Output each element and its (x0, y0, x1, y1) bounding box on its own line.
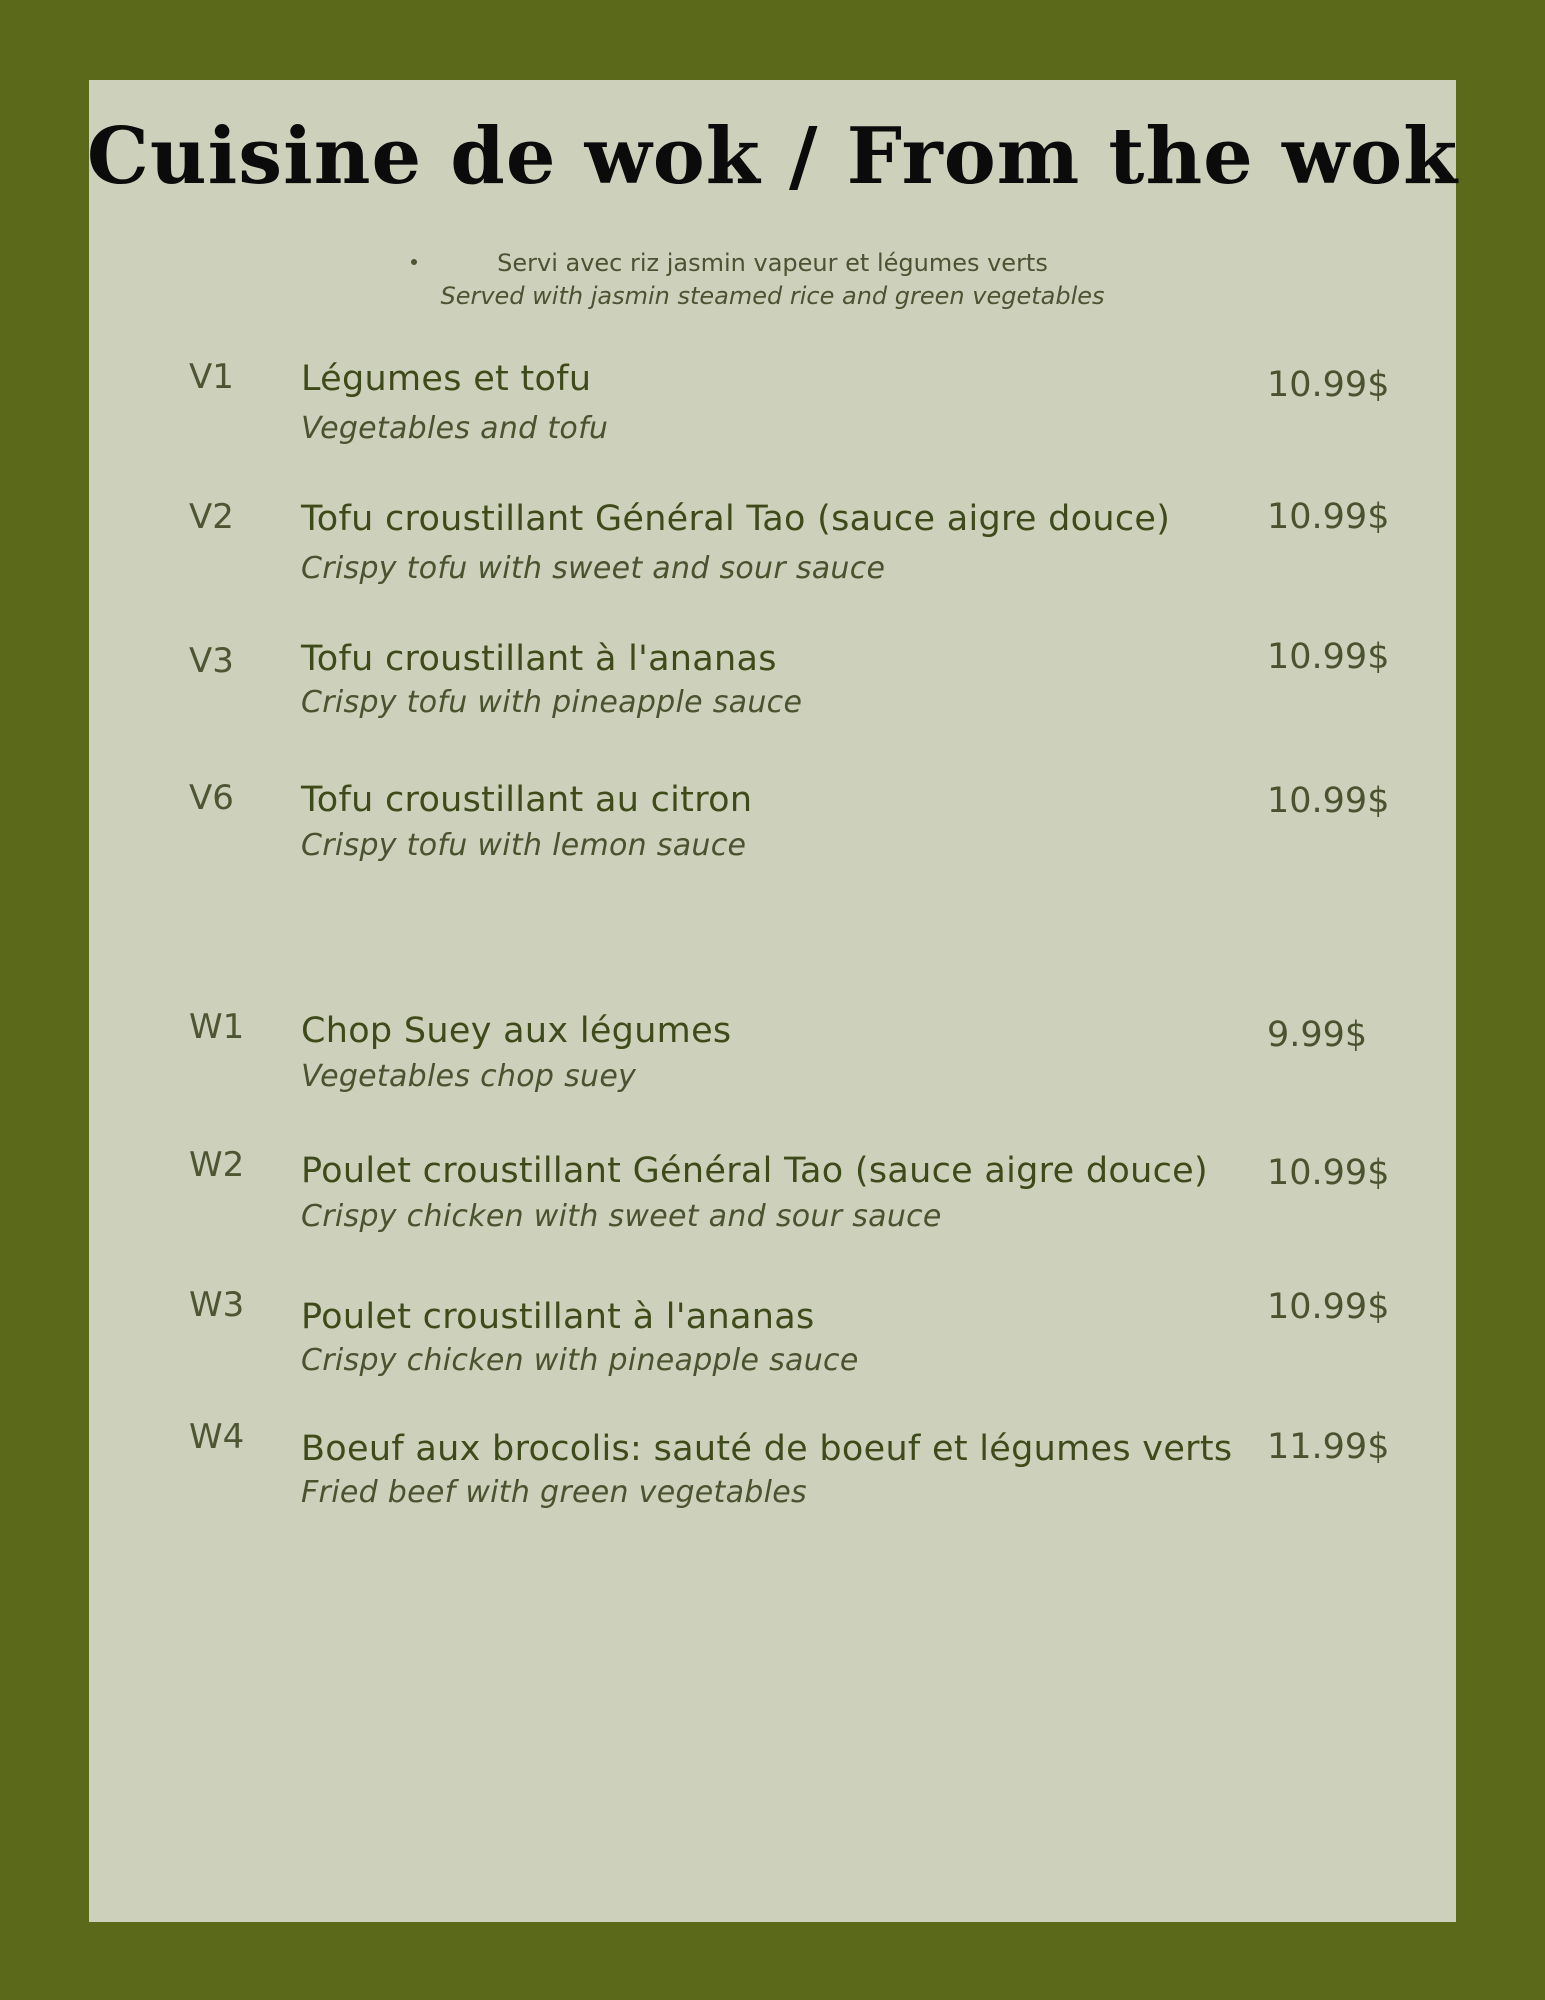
item-price: 10.99$ (1267, 497, 1390, 537)
menu-card (89, 80, 1456, 1922)
item-price: 10.99$ (1267, 637, 1390, 677)
item-price: 10.99$ (1267, 1153, 1390, 1193)
item-description: Crispy tofu with sweet and sour sauce (301, 551, 886, 586)
item-description: Crispy chicken with pineapple sauce (301, 1343, 859, 1378)
item-code: W1 (189, 1007, 245, 1047)
item-code: V3 (189, 641, 234, 681)
menu-subtitle (0, 247, 1545, 313)
item-name: Poulet croustillant à l'ananas (301, 1297, 815, 1337)
item-name: Boeuf aux brocolis: sauté de boeuf et légumes verts (301, 1429, 1233, 1469)
item-name: Chop Suey aux légumes (301, 1011, 732, 1051)
item-description: Vegetables chop suey (301, 1059, 637, 1094)
item-price: 11.99$ (1267, 1427, 1390, 1467)
item-name: Tofu croustillant au citron (301, 780, 753, 820)
item-price: 10.99$ (1267, 781, 1390, 821)
item-code: V2 (189, 497, 234, 537)
item-code: W3 (189, 1285, 245, 1325)
subtitle-english: Served with jasmin steamed rice and green vegetables (440, 282, 1105, 310)
item-name: Poulet croustillant Général Tao (sauce aigre douce) (301, 1151, 1208, 1191)
item-code: V1 (189, 357, 234, 397)
item-name: Tofu croustillant à l'ananas (301, 639, 777, 679)
item-description: Crispy chicken with sweet and sour sauce (301, 1199, 942, 1234)
item-description: Fried beef with green vegetables (301, 1475, 807, 1510)
menu-title: Cuisine de wok / From the wok (86, 111, 1459, 202)
item-description: Crispy tofu with pineapple sauce (301, 685, 803, 720)
subtitle-french: Servi avec riz jasmin vapeur et légumes verts (497, 249, 1048, 277)
item-price: 9.99$ (1267, 1015, 1368, 1055)
item-price: 10.99$ (1267, 365, 1390, 405)
item-code: W2 (189, 1145, 245, 1185)
item-code: V6 (189, 778, 234, 818)
item-name: Tofu croustillant Général Tao (sauce aigre douce) (301, 499, 1171, 539)
item-name: Légumes et tofu (301, 359, 592, 399)
item-description: Crispy tofu with lemon sauce (301, 828, 747, 863)
item-code: W4 (189, 1417, 245, 1457)
item-description: Vegetables and tofu (301, 411, 609, 446)
item-price: 10.99$ (1267, 1287, 1390, 1327)
